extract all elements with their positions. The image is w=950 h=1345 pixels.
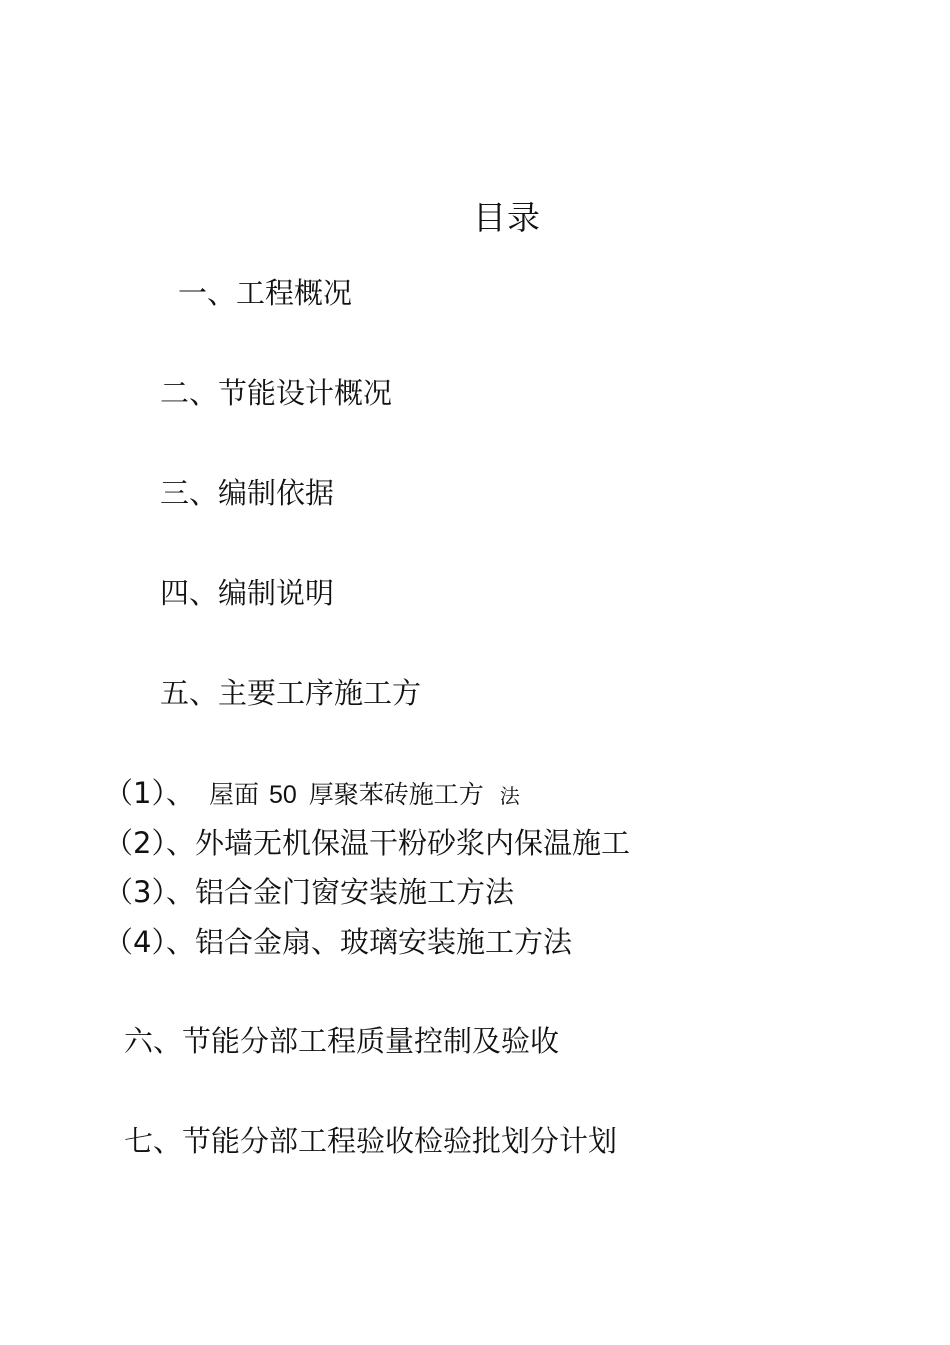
subitem-1-prefix: （1）、 — [104, 776, 195, 810]
toc-item-4: 四、编制说明 — [160, 576, 335, 610]
toc-item-3: 三、编制依据 — [160, 476, 335, 510]
subitem-1-part-b: 厚聚苯砖施工方 — [308, 780, 484, 809]
subitem-1-part-c: 法 — [499, 784, 520, 808]
toc-subitem-3: （3）、铝合金门窗安装施工方法 — [104, 875, 514, 909]
toc-item-2: 二、节能设计概况 — [160, 376, 393, 410]
subitem-1-number: 50 — [268, 781, 297, 809]
subitem-1-part-a: 屋面 — [208, 780, 259, 809]
toc-title: 目录 — [473, 198, 541, 237]
toc-item-1: 一、工程概况 — [178, 276, 353, 310]
toc-subitem-4: （4）、铝合金扇、玻璃安装施工方法 — [104, 925, 572, 959]
toc-subitem-1 — [104, 773, 520, 816]
toc-subitem-2: （2）、外墙无机保温干粉砂浆内保温施工 — [104, 826, 630, 860]
toc-item-5: 五、主要工序施工方 — [160, 676, 422, 710]
toc-item-6: 六、节能分部工程质量控制及验收 — [124, 1024, 560, 1058]
toc-item-7: 七、节能分部工程验收检验批划分计划 — [124, 1124, 618, 1158]
